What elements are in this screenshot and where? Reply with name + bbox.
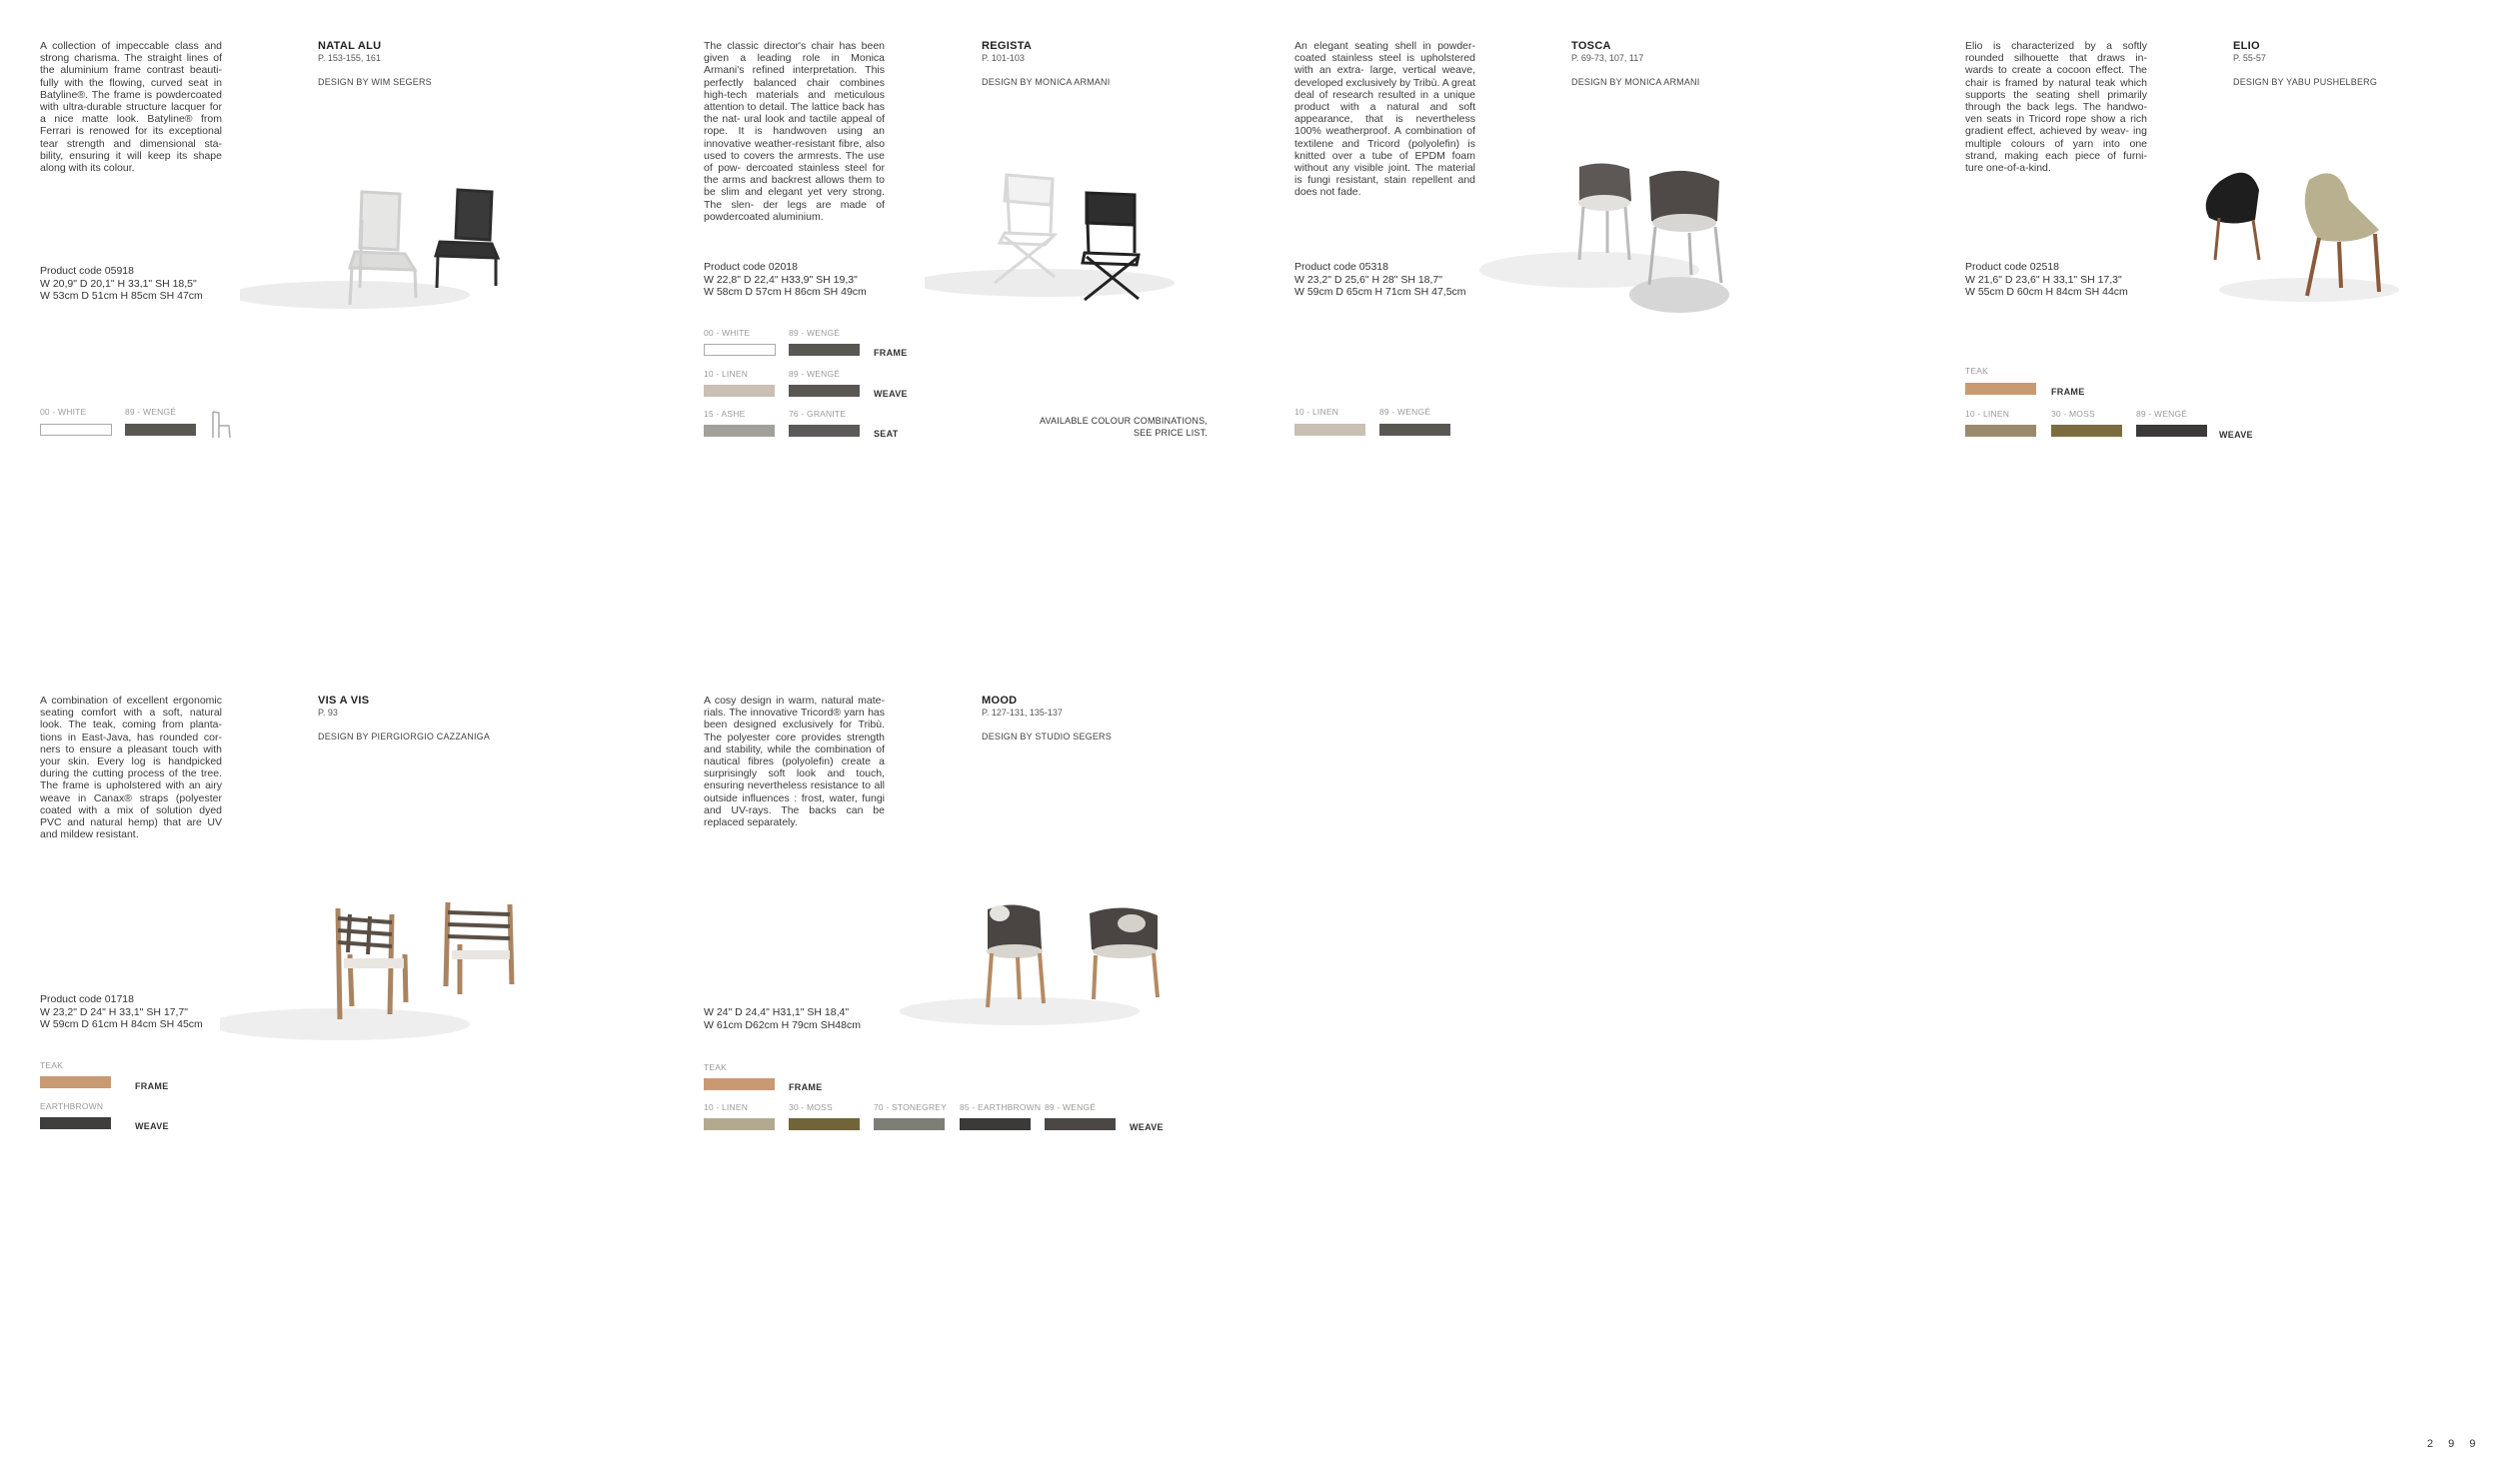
color-swatch-wenge[interactable] [789,385,860,397]
page-reference: P. 55-57 [2233,53,2266,63]
frame-label: FRAME [135,1081,169,1091]
dimensions-inches: W 21,6" D 23,6" H 33,1" SH 17,3" [1965,273,2122,286]
product-title: MOOD [982,695,1018,707]
product-code-block [40,265,203,303]
product-code-block [40,993,203,1031]
designer-credit: DESIGN BY WIM SEGERS [318,77,432,87]
color-swatch-moss[interactable] [2051,425,2122,437]
dimensions-cm: W 61cm D62cm H 79cm SH48cm [704,1018,861,1031]
color-swatch-granite[interactable] [789,425,860,437]
product-description: Elio is characterized by a softly rounded silhouette that draws in- wards to create a cocoon effect. The chair is framed by natural teak which supports the seating shell primarily through the back legs. The handwo- ven seats in Tricord rope show a rich gradient effect, achieved by weav- ing multiple colours of yarn into one strand, making each piece of furni- ture one-of-a-kind. [1965,40,2147,175]
product-title: TOSCA [1571,40,1611,52]
swatch-label: TEAK [1965,366,1989,376]
color-swatch-wenge[interactable] [1379,424,1450,436]
product-photo [2179,160,2409,310]
swatch-label: 89 - WENGÉ [789,328,841,338]
product-description: The classic director's chair has been given a leading role in Monica Armani's refined interpretation. This perfectly balanced chair combines high-tech materials and meticulous attention to detail. The lattice back has the nat- ural look and tactile appeal of rope. It is handwoven using an innovative weather-resistant fibre, also used to covers the armrests. The use of pow- dercoated stainless steel for the arms and backrest allows them to be slim and elegant yet very strong. The slen- der legs are made of powdercoated aluminium. [704,40,885,223]
swatch-label: TEAK [704,1062,728,1072]
swatch-label: 89 - WENGÉ [1045,1102,1097,1112]
dimensions-cm: W 59cm D 65cm H 71cm SH 47,5cm [1294,286,1466,298]
page-reference: P. 127-131, 135-137 [982,708,1063,718]
color-swatch-linen[interactable] [704,1118,775,1130]
swatch-label: 00 - WHITE [704,328,751,338]
weave-label: WEAVE [874,389,908,399]
product-code: Product code 02518 [1965,261,2059,273]
dimensions-inches: W 22,8" D 22,4" H33,9" SH 19,3" [704,273,858,286]
swatch-label: TEAK [40,1060,64,1070]
swatch-label: 89 - WENGÉ [789,369,841,379]
color-swatch-teak[interactable] [40,1076,111,1088]
weave-label: WEAVE [1130,1122,1164,1132]
weave-label: WEAVE [135,1121,169,1131]
swatch-label: EARTHBROWN [40,1101,104,1111]
color-swatch-stonegrey[interactable] [874,1118,945,1130]
product-code-block [704,261,867,299]
dimensions-cm: W 58cm D 57cm H 86cm SH 49cm [704,286,867,298]
dimensions-inches: W 20,9" D 20,1" H 33,1" SH 18,5" [40,277,197,290]
dimensions-inches: W 23,2" D 24" H 33,1" SH 17,7" [40,1005,188,1018]
color-swatch-linen[interactable] [1965,425,2036,437]
product-code: Product code 01718 [40,993,134,1005]
page-number: 2 9 9 [2427,1438,2482,1450]
dimensions-inches: W 24" D 24,4" H31,1" SH 18,4" [704,1006,850,1018]
color-swatch-earthbrown[interactable] [960,1118,1031,1130]
dimensions-cm: W 55cm D 60cm H 84cm SH 44cm [1965,286,2128,298]
product-code-block [1294,261,1466,299]
dimensions-inches: W 23,2" D 25,6" H 28" SH 18,7" [1294,273,1442,286]
color-swatch-ashe[interactable] [704,425,775,437]
color-swatch-wenge[interactable] [789,344,860,356]
swatch-label: 89 - WENGÉ [125,407,177,417]
product-description: An elegant seating shell in powder- coated stainless steel is upholstered with an extra- large, vertical weave, developed exclusively by Tribù. A great deal of research resulted in a unique product with a natural and soft appearance, that is nevertheless 100% weatherproof. A combination of textilene and Tricord (polyolefin) is knitted over a tube of EPDM foam without any visible joint. The material is fungi resistant, stain repellent and does not fade. [1294,40,1475,199]
swatch-label: 30 - MOSS [789,1102,833,1112]
product-photo [925,165,1185,305]
chair-outline-icon [209,410,233,440]
color-swatch-wenge[interactable] [1045,1118,1116,1130]
dimensions-cm: W 59cm D 61cm H 84cm SH 45cm [40,1018,203,1030]
color-swatch-wenge[interactable] [125,424,196,436]
color-swatch-wenge[interactable] [2136,425,2207,437]
product-code: Product code 05918 [40,265,134,277]
color-swatch-linen[interactable] [704,385,775,397]
swatch-label: 30 - MOSS [2051,409,2095,419]
swatch-label: 00 - WHITE [40,407,87,417]
swatch-label: 70 - STONEGREY [874,1102,948,1112]
product-code-block [704,1006,861,1031]
designer-credit: DESIGN BY MONICA ARMANI [982,77,1111,87]
swatch-label: 10 - LINEN [704,369,749,379]
swatch-label: 89 - WENGÉ [2136,409,2188,419]
swatch-label: 10 - LINEN [1965,409,2010,419]
color-swatch-linen[interactable] [1294,424,1365,436]
color-swatch-moss[interactable] [789,1118,860,1130]
swatch-label: 85 - EARTHBROWN [960,1102,1042,1112]
designer-credit: DESIGN BY STUDIO SEGERS [982,732,1112,742]
product-photo [240,180,500,320]
frame-label: FRAME [789,1082,823,1092]
color-swatch-teak[interactable] [1965,383,2036,395]
color-swatch-white[interactable] [704,344,776,356]
product-photo [1479,155,1779,320]
product-code: Product code 02018 [704,261,798,273]
note-line: SEE PRICE LIST. [1133,428,1208,438]
dimensions-cm: W 53cm D 51cm H 85cm SH 47cm [40,290,203,302]
swatch-label: 89 - WENGÉ [1379,407,1431,417]
product-description: A combination of excellent ergonomic seating comfort with a soft, natural look. The teak, coming from planta- tions in East-Java, has rounded cor- ners to ensure a pleasant touch with your skin. Every log is handpicked during the cutting process of the tree. The frame is upholstered with an airy weave in Canax® straps (polyester coated with a mix of solution dyed PVC and natural hemp) that are UV and mildew resistant. [40,695,222,841]
swatch-label: 10 - LINEN [1294,407,1339,417]
product-description: A cosy design in warm, natural mate- rials. The innovative Tricord® yarn has been designed exclusively for Tribù. The polyester core provides strength and stability, while the combination of nautical fibres (polyolefin) create a surprisingly soft look and touch, ensuring nevertheless resistance to all outside influences : frost, water, fungi and UV-rays. The backs can be replaced separately. [704,695,885,829]
swatch-label: 76 - GRANITE [789,409,847,419]
page-reference: P. 93 [318,708,338,718]
frame-label: FRAME [2051,387,2085,397]
product-photo [220,894,540,1054]
page-reference: P. 69-73, 107, 117 [1571,53,1644,63]
designer-credit: DESIGN BY PIERGIORGIO CAZZANIGA [318,732,491,742]
product-title: REGISTA [982,40,1033,52]
seat-label: SEAT [874,429,899,439]
product-title: ELIO [2233,40,2260,52]
color-swatch-white[interactable] [40,424,112,436]
product-title: VIS A VIS [318,695,370,707]
weave-label: WEAVE [2219,430,2253,440]
color-swatch-earthbrown[interactable] [40,1117,111,1129]
swatch-label: 15 - ASHE [704,409,746,419]
colour-combinations-note [1000,415,1208,439]
frame-label: FRAME [874,348,908,358]
product-photo [900,899,1200,1029]
designer-credit: DESIGN BY MONICA ARMANI [1571,77,1700,87]
note-line: AVAILABLE COLOUR COMBINATIONS, [1039,416,1208,426]
product-description: A collection of impeccable class and strong charisma. The straight lines of the aluminium frame contrast beauti- fully with the flowing, curved seat in Batyline®. The frame is powdercoated with ultra-durable structure lacquer for a nice matte look. Batyline® from Ferrari is renowed for its exceptional tear strength and dimensional sta- bility, ensuring it will keep its shape along with its colour. [40,40,222,175]
color-swatch-teak[interactable] [704,1078,775,1090]
product-code-block [1965,261,2128,299]
swatch-label: 10 - LINEN [704,1102,749,1112]
page-reference: P. 101-103 [982,53,1025,63]
page-reference: P. 153-155, 161 [318,53,381,63]
product-title: NATAL ALU [318,40,382,52]
designer-credit: DESIGN BY YABU PUSHELBERG [2233,77,2378,87]
product-code: Product code 05318 [1294,261,1388,273]
